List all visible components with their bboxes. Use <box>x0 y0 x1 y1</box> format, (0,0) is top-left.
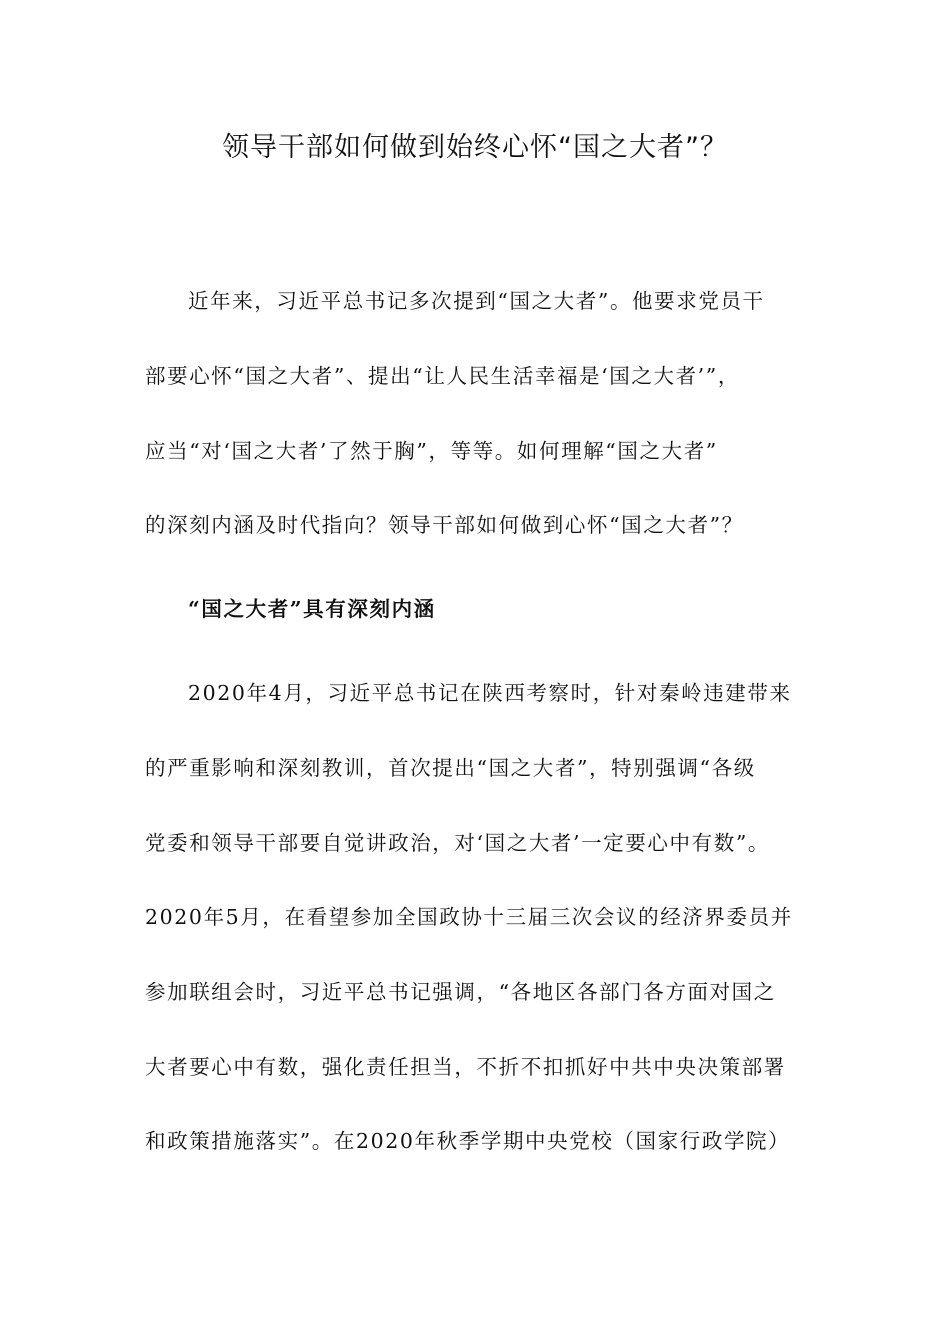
paragraph-line: 大者要心中有数，强化责任担当，不折不扣抓好中共中央决策部署 <box>145 1055 786 1079</box>
paragraph-line: 部要心怀“国之大者”、提出“让人民生活幸福是‘国之大者’”， <box>145 364 740 388</box>
paragraph-line: 的深刻内涵及时代指向？领导干部如何做到心怀“国之大者”？ <box>145 513 744 537</box>
section-heading: “国之大者”具有深刻内涵 <box>188 597 436 621</box>
paragraph-line: 和政策措施落实”。在2020年秋季学期中央党校（国家行政学院） <box>145 1129 791 1153</box>
paragraph-line: 2020年5月，在看望参加全国政协十三届三次会议的经济界委员并 <box>145 905 793 929</box>
document-title: 领导干部如何做到始终心怀“国之大者”？ <box>222 132 728 163</box>
paragraph-line: 2020年4月，习近平总书记在陕西考察时，针对秦岭违建带来 <box>188 681 792 705</box>
paragraph-line: 应当“对‘国之大者’了然于胸”，等等。如何理解“国之大者” <box>145 439 718 463</box>
paragraph-line: 参加联组会时，习近平总书记强调，“各地区各部门各方面对国之 <box>145 980 776 1004</box>
paragraph-line: 近年来，习近平总书记多次提到“国之大者”。他要求党员干 <box>188 289 765 313</box>
paragraph-line: 的严重影响和深刻教训，首次提出“国之大者”，特别强调“各级 <box>145 756 756 780</box>
paragraph-line: 党委和领导干部要自觉讲政治，对‘国之大者’一定要心中有数”。 <box>145 831 771 855</box>
